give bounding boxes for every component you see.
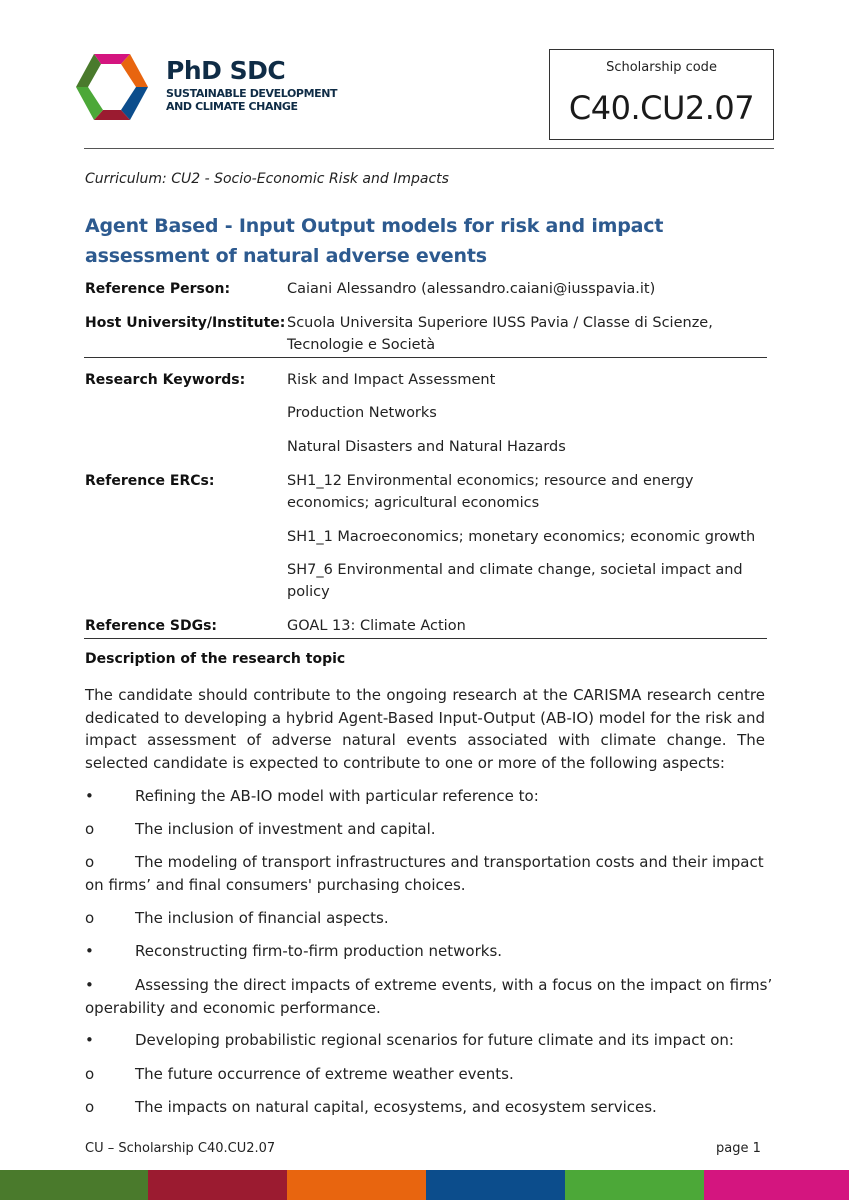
list-marker: o: [85, 1065, 95, 1083]
keyword-item: Natural Disasters and Natural Hazards: [287, 439, 566, 455]
list-marker: o: [85, 820, 95, 838]
host-value: Scuola Universita Superiore IUSS Pavia / Classe di Scienze, Tecnologie e Società: [287, 315, 713, 353]
scholarship-code-value: C40.CU2.07: [568, 89, 755, 127]
footer-page-number: page 1: [716, 1141, 761, 1156]
list-item-text: Assessing the direct impacts of extreme events, with a focus on the impact on firms’ operability and economic performance.: [85, 976, 773, 1017]
list-item-text: The impacts on natural capital, ecosystems, and ecosystem services.: [135, 1098, 657, 1116]
keywords-label: Research Keywords:: [85, 372, 246, 388]
section-divider: [84, 357, 767, 358]
list-marker: •: [85, 1031, 94, 1049]
list-item: [85, 1096, 775, 1119]
list-item: [85, 1029, 775, 1052]
erc-item: SH1_1 Macroeconomics; monetary economics; economic growth: [287, 529, 756, 545]
reference-person-value: Caiani Alessandro (alessandro.caiani@iusspavia.it): [287, 281, 656, 297]
sdgs-label: Reference SDGs:: [85, 618, 218, 634]
keyword-item: Risk and Impact Assessment: [287, 372, 496, 388]
list-item-text: The inclusion of financial aspects.: [135, 909, 389, 927]
footer-scholarship: CU – Scholarship C40.CU2.07: [85, 1141, 276, 1156]
section-divider: [84, 638, 767, 639]
scholarship-code-label: Scholarship code: [606, 60, 717, 75]
description-intro: The candidate should contribute to the ongoing research at the CARISMA research centre dedicated to developing a hybrid Agent-Based Input-Output (AB-IO) model for the risk and impact assessment of adverse natural events associated with climate change. The selected candidate is expected to contribute to one or more of the following aspects:: [85, 686, 765, 772]
list-marker: •: [85, 976, 94, 994]
color-segment: [0, 1170, 148, 1200]
curriculum-line: Curriculum: CU2 - Socio-Economic Risk and Impacts: [85, 171, 449, 187]
reference-person-label: Reference Person:: [85, 281, 231, 297]
color-segment: [287, 1170, 426, 1200]
list-item-text: The inclusion of investment and capital.: [135, 820, 436, 838]
brand-title: PhD SDC: [166, 56, 286, 85]
list-marker: •: [85, 942, 94, 960]
list-item: [85, 907, 775, 930]
list-item: [85, 974, 775, 1019]
color-segment: [426, 1170, 565, 1200]
ercs-label: Reference ERCs:: [85, 473, 215, 489]
document-title: Agent Based - Input Output models for risk and impact assessment of natural adverse events: [85, 215, 664, 267]
header-divider: [84, 148, 774, 149]
erc-item: SH1_12 Environmental economics; resource and energy economics; agricultural economics: [287, 473, 694, 511]
brand-block: [166, 58, 337, 113]
list-item: [85, 940, 775, 963]
list-item-text: Developing probabilistic regional scenarios for future climate and its impact on:: [135, 1031, 734, 1049]
list-item: [85, 785, 775, 808]
phd-sdc-logo-icon: [76, 54, 148, 120]
sdgs-value: GOAL 13: Climate Action: [287, 618, 466, 634]
description-heading: Description of the research topic: [85, 651, 346, 667]
color-segment: [704, 1170, 849, 1200]
color-segment: [148, 1170, 287, 1200]
list-item-text: The future occurrence of extreme weather events.: [135, 1065, 514, 1083]
list-marker: o: [85, 853, 95, 871]
list-item-text: The modeling of transport infrastructures and transportation costs and their impact on firms’ and final consumers' purchasing choices.: [85, 853, 764, 894]
list-marker: •: [85, 787, 94, 805]
host-label: Host University/Institute:: [85, 315, 286, 331]
brand-subtitle-line1: SUSTAINABLE DEVELOPMENT: [166, 87, 338, 100]
list-item-text: Refining the AB-IO model with particular reference to:: [135, 787, 539, 805]
erc-item: SH7_6 Environmental and climate change, societal impact and policy: [287, 562, 743, 600]
brand-subtitle-line2: AND CLIMATE CHANGE: [166, 100, 298, 113]
list-item: [85, 1063, 775, 1086]
list-item: [85, 851, 775, 896]
list-item: [85, 818, 775, 841]
list-marker: o: [85, 909, 95, 927]
list-marker: o: [85, 1098, 95, 1116]
color-segment: [565, 1170, 704, 1200]
keyword-item: Production Networks: [287, 405, 437, 421]
scholarship-code-box: [549, 49, 774, 140]
list-item-text: Reconstructing firm-to-firm production networks.: [135, 942, 503, 960]
footer-color-bar: [0, 1170, 849, 1200]
